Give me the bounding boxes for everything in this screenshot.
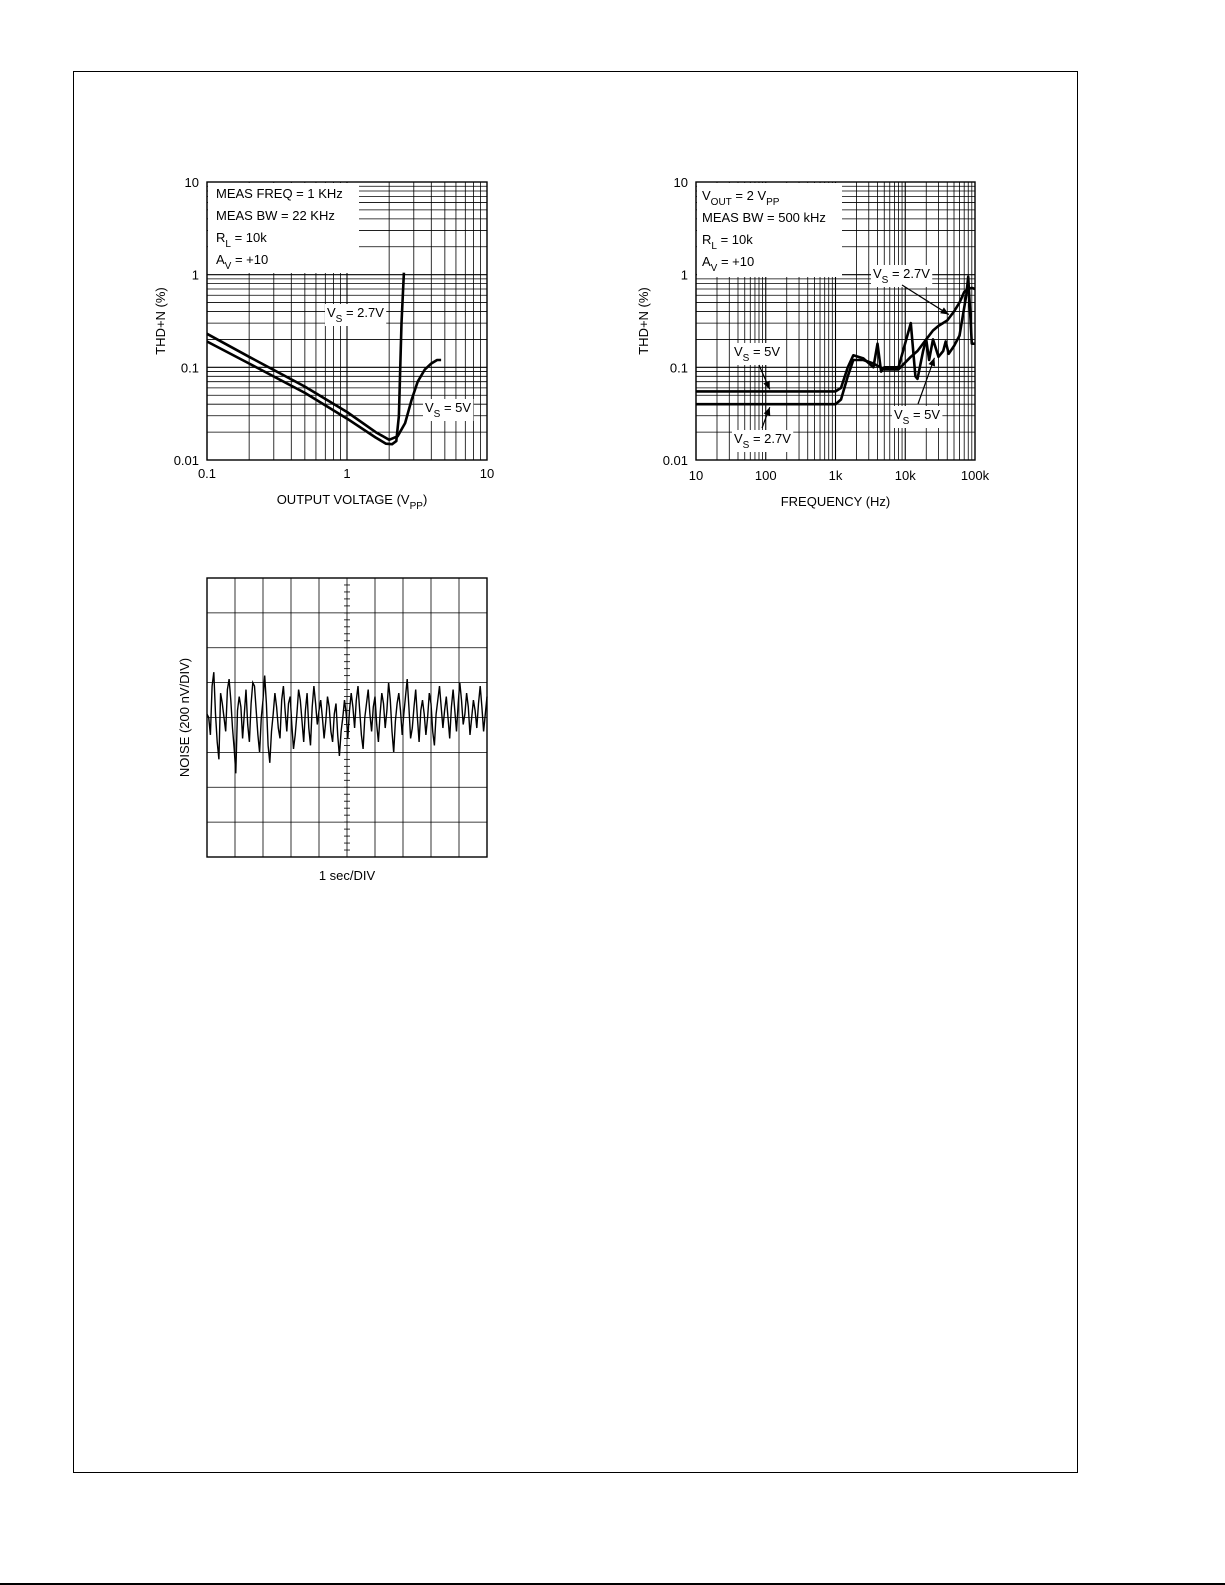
- noise-chart: [177, 578, 487, 883]
- y-tick-label: 0.1: [669, 360, 688, 376]
- y-tick-label: 0.01: [662, 453, 688, 468]
- y-tick-label: 10: [184, 175, 199, 190]
- label-vs-5v-upper: $V_S = 5V$: [734, 344, 781, 364]
- arrow-vs-2p7v-upper: [902, 285, 949, 315]
- x-tick-label: 100k: [960, 468, 990, 483]
- label-vs-2p7v: $V_S = 2.7V$: [873, 266, 930, 286]
- series-vs-2p7v: [207, 273, 404, 445]
- x-tick-label: 0.1: [197, 466, 217, 481]
- condition-1: MEAS BW = 22 KHz: [216, 208, 335, 223]
- condition-0: $V_{OUT} = 2$ $V_{PP}$: [702, 188, 780, 208]
- x-axis-label: FREQUENCY (Hz): [780, 494, 891, 509]
- y-tick-label: 0.1: [180, 360, 199, 376]
- x-tick-label: 10: [479, 466, 495, 481]
- label-vs-2p7v: $V_S = 2.7V$: [327, 305, 384, 325]
- label-vs-5v-lower: $V_S = 5V$: [894, 407, 941, 427]
- label-vs-2p7v-lower: $V_S = 2.7V$: [734, 431, 791, 451]
- y-tick-label: 0.01: [173, 453, 199, 468]
- condition-3: $A_V = +10$: [216, 252, 269, 272]
- y-axis-label: NOISE (200 nV/DIV): [177, 657, 192, 778]
- y-axis-label: THD+N (%): [636, 287, 651, 355]
- x-tick-label: 1k: [828, 468, 843, 483]
- condition-2: $R_L = 10k$: [216, 230, 267, 250]
- condition-0: MEAS FREQ = 1 KHz: [216, 186, 343, 201]
- condition-2: $R_L = 10k$: [702, 232, 753, 252]
- x-tick-label: 10: [688, 468, 704, 483]
- thd-vs-frequency-chart: [636, 175, 990, 509]
- y-tick-label: 1: [680, 267, 688, 283]
- x-tick-label: 1: [343, 466, 351, 481]
- condition-1: MEAS BW = 500 kHz: [702, 210, 826, 225]
- x-axis-label: OUTPUT VOLTAGE $(V_{PP})$: [276, 492, 428, 512]
- y-tick-label: 1: [191, 267, 199, 283]
- arrow-vs-2p7v-lower-head: [764, 407, 771, 416]
- x-tick-label: 10k: [894, 468, 916, 483]
- condition-3: $A_V = +10$: [702, 254, 755, 274]
- series-vs-5v: [207, 334, 441, 440]
- conditions-block: [697, 183, 842, 277]
- label-vs-5v: $V_S = 5V$: [425, 400, 472, 420]
- y-axis-label: THD+N (%): [153, 287, 168, 355]
- x-tick-label: 100: [754, 468, 777, 483]
- y-tick-label: 10: [673, 175, 688, 190]
- conditions-block: [208, 183, 359, 273]
- thd-vs-output-voltage-chart: [153, 175, 494, 512]
- x-axis-label: 1 sec/DIV: [318, 868, 376, 883]
